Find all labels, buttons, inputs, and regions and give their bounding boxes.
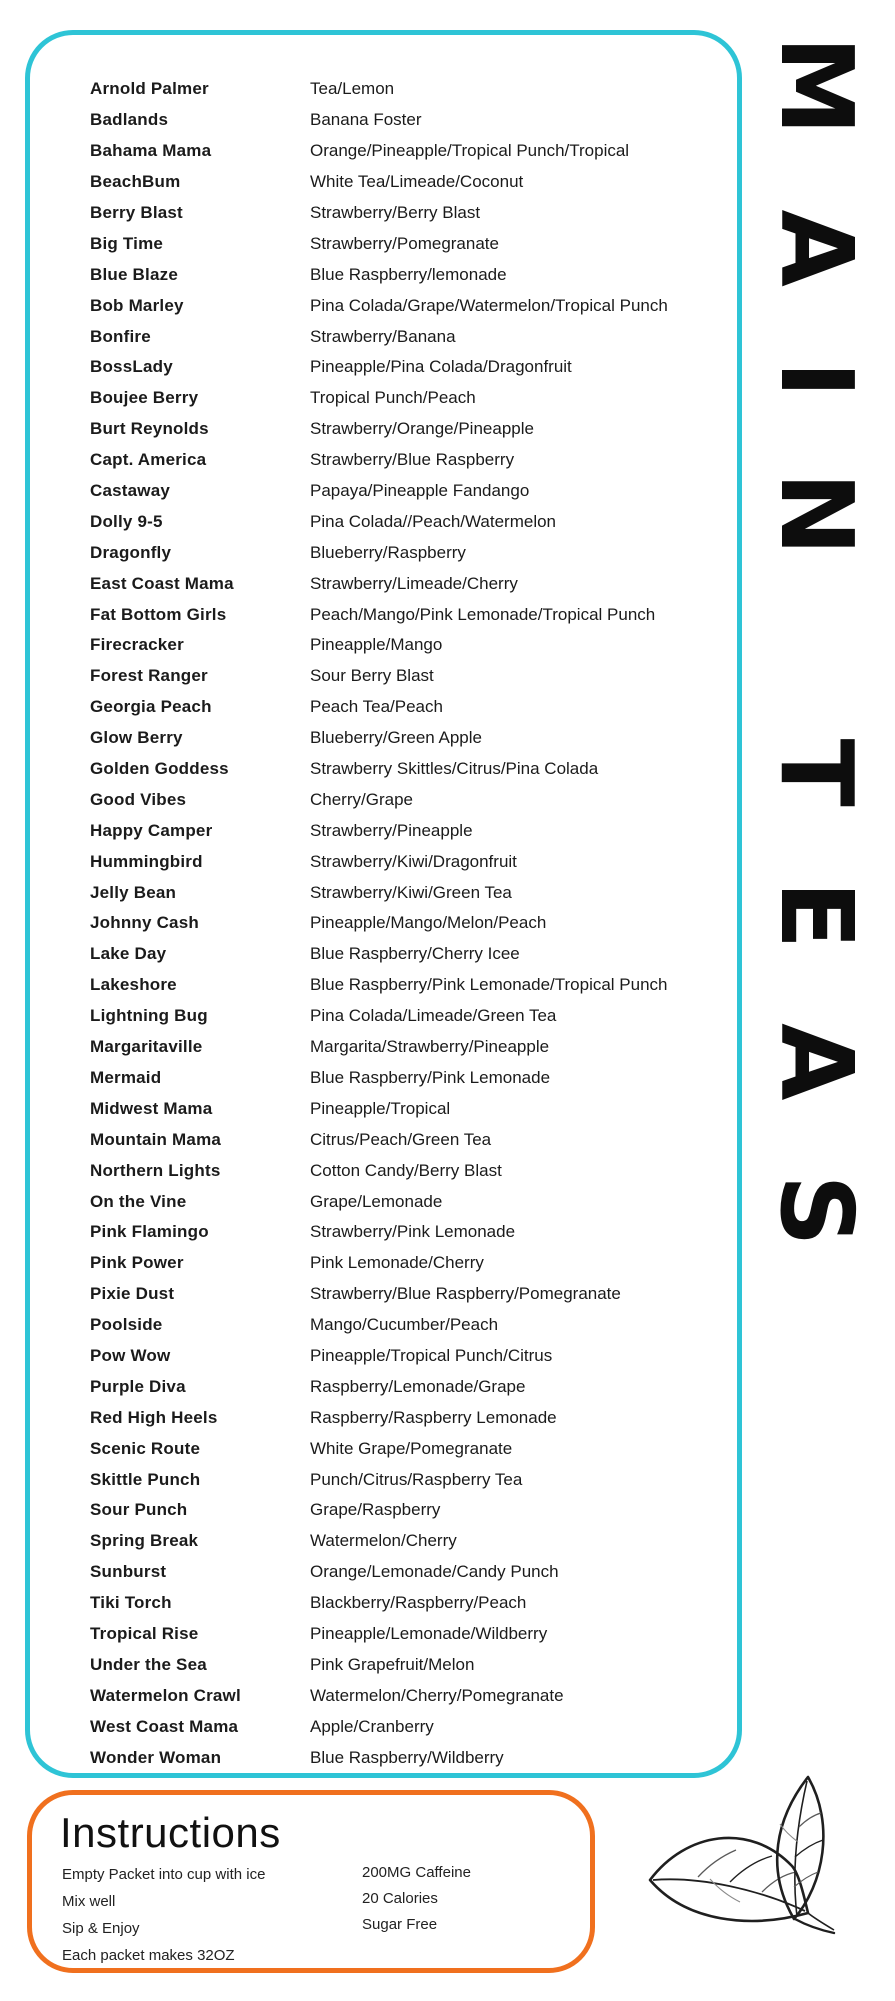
tea-flavors: Papaya/Pineapple Fandango: [310, 481, 530, 501]
tea-name: Good Vibes: [90, 789, 187, 809]
tea-flavors: Blueberry/Raspberry: [310, 542, 466, 562]
tea-row: [90, 414, 760, 445]
instruction-steps: [62, 1861, 265, 1969]
tea-row: [90, 908, 760, 939]
tea-flavors: Tropical Punch/Peach: [310, 388, 476, 408]
tea-flavors: Pineapple/Mango/Melon/Peach: [310, 913, 547, 933]
tea-flavors: Strawberry/Banana: [310, 326, 456, 346]
tea-row: [90, 290, 760, 321]
tea-name: Capt. America: [90, 450, 207, 470]
tea-row: [90, 1711, 760, 1742]
tea-name: Midwest Mama: [90, 1098, 213, 1118]
page-title: MAIN TEAS: [758, 36, 875, 1321]
tea-flavors: Strawberry/Limeade/Cherry: [310, 573, 518, 593]
tea-name: Golden Goddess: [90, 759, 229, 779]
tea-row: [90, 877, 760, 908]
tea-name: Burt Reynolds: [90, 419, 209, 439]
tea-row: [90, 1495, 760, 1526]
tea-row: [90, 754, 760, 785]
tea-flavors: Tea/Lemon: [310, 79, 395, 99]
tea-flavors: Strawberry/Blue Raspberry: [310, 450, 515, 470]
tea-flavors: Grape/Lemonade: [310, 1191, 443, 1211]
tea-name: BossLady: [90, 357, 173, 377]
tea-row: [90, 476, 760, 507]
tea-name: Badlands: [90, 110, 169, 130]
tea-flavors: Grape/Raspberry: [310, 1500, 441, 1520]
tea-name: West Coast Mama: [90, 1716, 239, 1736]
tea-row: [90, 1124, 760, 1155]
instructions-title: Instructions: [60, 1809, 281, 1856]
tea-row: [90, 1526, 760, 1557]
tea-row: [90, 1186, 760, 1217]
tea-name: Sunburst: [90, 1562, 167, 1582]
tea-name: Under the Sea: [90, 1654, 207, 1674]
tea-name: Dolly 9-5: [90, 511, 163, 531]
tea-name: East Coast Mama: [90, 573, 234, 593]
tea-row: [90, 259, 760, 290]
tea-flavors: Pink Lemonade/Cherry: [310, 1253, 484, 1273]
tea-row: [90, 105, 760, 136]
tea-name: Dragonfly: [90, 542, 172, 562]
tea-flavors: Blackberry/Raspberry/Peach: [310, 1593, 527, 1613]
nutrition-fact: 200MG Caffeine: [362, 1864, 471, 1881]
tea-name: Northern Lights: [90, 1160, 221, 1180]
tea-row: [90, 74, 760, 105]
tea-flavors: Blue Raspberry/Pink Lemonade/Tropical Punch: [310, 975, 668, 995]
tea-row: [90, 568, 760, 599]
tea-name: Happy Camper: [90, 820, 213, 840]
tea-flavors: Mango/Cucumber/Peach: [310, 1315, 499, 1335]
tea-row: [90, 661, 760, 692]
tea-name: Castaway: [90, 481, 171, 501]
tea-flavors: Strawberry/Berry Blast: [310, 203, 481, 222]
tea-row: [90, 1310, 760, 1341]
tea-row: [90, 815, 760, 846]
tea-row: [90, 1155, 760, 1186]
tea-name: Boujee Berry: [90, 388, 199, 408]
tea-leaves-icon: [638, 1772, 843, 1947]
tea-row: [90, 692, 760, 723]
tea-row: [90, 1433, 760, 1464]
tea-row: [90, 599, 760, 630]
tea-flavors: Strawberry/Kiwi/Green Tea: [310, 882, 512, 902]
instruction-step: Empty Packet into cup with ice: [62, 1866, 266, 1883]
tea-name: Pow Wow: [90, 1345, 171, 1365]
tea-row: [90, 1063, 760, 1094]
nutrition-fact: Sugar Free: [362, 1916, 438, 1933]
nutrition-facts: [362, 1860, 471, 1938]
tea-name: Watermelon Crawl: [90, 1685, 241, 1705]
tea-row: [90, 445, 760, 476]
tea-name: Tropical Rise: [90, 1623, 199, 1643]
tea-flavors: Strawberry/Pomegranate: [310, 233, 499, 253]
instructions-box: [27, 1790, 595, 1973]
tea-flavors: Strawberry/Blue Raspberry/Pomegranate: [310, 1284, 621, 1304]
tea-row: [90, 970, 760, 1001]
tea-row: [90, 1402, 760, 1433]
tea-row: [90, 321, 760, 352]
tea-flavors: Pineapple/Pina Colada/Dragonfruit: [310, 357, 572, 377]
tea-row: [90, 1341, 760, 1372]
tea-name: Blue Blaze: [90, 264, 178, 284]
tea-name: Berry Blast: [90, 203, 183, 222]
tea-flavors: Orange/Pineapple/Tropical Punch/Tropical: [310, 141, 630, 161]
tea-flavors: Watermelon/Cherry/Pomegranate: [310, 1685, 564, 1705]
tea-name: Mermaid: [90, 1067, 162, 1087]
tea-flavors: Punch/Citrus/Raspberry Tea: [310, 1469, 523, 1489]
tea-flavors: Cherry/Grape: [310, 789, 413, 809]
tea-row: [90, 1619, 760, 1650]
tea-flavors: Citrus/Peach/Green Tea: [310, 1129, 492, 1149]
tea-row: [90, 383, 760, 414]
tea-flavors: Cotton Candy/Berry Blast: [310, 1160, 502, 1180]
tea-row: [90, 630, 760, 661]
tea-flavors: Pina Colada/Grape/Watermelon/Tropical Punch: [310, 295, 668, 315]
tea-name: Lakeshore: [90, 975, 177, 995]
tea-name: Jelly Bean: [90, 882, 177, 902]
tea-name: Arnold Palmer: [90, 79, 209, 99]
tea-flavors: Pineapple/Lemonade/Wildberry: [310, 1623, 548, 1643]
tea-row: [90, 136, 760, 167]
tea-name: Georgia Peach: [90, 697, 212, 717]
tea-name: Spring Break: [90, 1531, 199, 1551]
tea-flavors: Strawberry Skittles/Citrus/Pina Colada: [310, 759, 599, 779]
nutrition-fact: 20 Calories: [362, 1890, 438, 1907]
tea-flavors: White Grape/Pomegranate: [310, 1438, 513, 1458]
tea-name: Big Time: [90, 233, 164, 253]
tea-name: Mountain Mama: [90, 1129, 222, 1149]
tea-row: [90, 784, 760, 815]
tea-flavors: Raspberry/Lemonade/Grape: [310, 1376, 526, 1396]
tea-name: Poolside: [90, 1315, 163, 1335]
tea-menu-box: [25, 30, 742, 1778]
tea-flavors: Banana Foster: [310, 110, 422, 130]
tea-flavors: Orange/Lemonade/Candy Punch: [310, 1562, 559, 1582]
tea-name: Tiki Torch: [90, 1593, 172, 1613]
tea-list: [90, 74, 760, 1773]
tea-name: Lightning Bug: [90, 1006, 208, 1026]
tea-row: [90, 1371, 760, 1402]
tea-name: On the Vine: [90, 1191, 187, 1211]
tea-flavors: Strawberry/Pineapple: [310, 820, 473, 840]
tea-flavors: Pineapple/Mango: [310, 635, 443, 655]
tea-flavors: Blue Raspberry/Wildberry: [310, 1747, 504, 1767]
tea-name: Red High Heels: [90, 1407, 218, 1427]
tea-row: [90, 198, 760, 229]
tea-name: BeachBum: [90, 172, 181, 192]
tea-name: Bob Marley: [90, 295, 184, 315]
tea-row: [90, 1649, 760, 1680]
tea-flavors: Raspberry/Raspberry Lemonade: [310, 1407, 557, 1427]
tea-row: [90, 846, 760, 877]
tea-row: [90, 1464, 760, 1495]
tea-flavors: Pineapple/Tropical: [310, 1098, 451, 1118]
tea-row: [90, 939, 760, 970]
tea-flavors: Peach Tea/Peach: [310, 697, 443, 717]
tea-row: [90, 1217, 760, 1248]
tea-name: Firecracker: [90, 635, 184, 655]
tea-flavors: Pineapple/Tropical Punch/Citrus: [310, 1345, 553, 1365]
instruction-step: Sip & Enjoy: [62, 1920, 140, 1937]
tea-name: Purple Diva: [90, 1376, 186, 1396]
tea-name: Johnny Cash: [90, 913, 199, 933]
tea-flavors: Blue Raspberry/lemonade: [310, 264, 507, 284]
tea-row: [90, 1279, 760, 1310]
tea-row: [90, 1680, 760, 1711]
tea-row: [90, 1001, 760, 1032]
tea-flavors: Strawberry/Orange/Pineapple: [310, 419, 534, 439]
tea-name: Forest Ranger: [90, 666, 208, 686]
tea-row: [90, 228, 760, 259]
instruction-step: Mix well: [62, 1893, 116, 1910]
tea-flavors: Watermelon/Cherry: [310, 1531, 457, 1551]
tea-flavors: Peach/Mango/Pink Lemonade/Tropical Punch: [310, 604, 656, 624]
tea-row: [90, 1248, 760, 1279]
tea-name: Fat Bottom Girls: [90, 604, 227, 624]
tea-flavors: Pink Grapefruit/Melon: [310, 1654, 475, 1674]
tea-row: [90, 1557, 760, 1588]
tea-flavors: Strawberry/Kiwi/Dragonfruit: [310, 851, 517, 871]
tea-name: Lake Day: [90, 944, 167, 964]
tea-flavors: Blueberry/Green Apple: [310, 728, 482, 748]
tea-flavors: Apple/Cranberry: [310, 1716, 434, 1736]
tea-flavors: Strawberry/Pink Lemonade: [310, 1222, 516, 1242]
tea-flavors: Pina Colada/Limeade/Green Tea: [310, 1006, 557, 1026]
tea-flavors: Blue Raspberry/Cherry Icee: [310, 944, 520, 964]
tea-row: [90, 723, 760, 754]
tea-row: [90, 506, 760, 537]
tea-name: Bonfire: [90, 326, 151, 346]
tea-row: [90, 352, 760, 383]
tea-flavors: Pina Colada//Peach/Watermelon: [310, 511, 557, 531]
tea-flavors: Sour Berry Blast: [310, 666, 434, 686]
tea-row: [90, 167, 760, 198]
tea-flavors: Margarita/Strawberry/Pineapple: [310, 1037, 550, 1057]
tea-name: Sour Punch: [90, 1500, 188, 1520]
tea-name: Skittle Punch: [90, 1469, 201, 1489]
tea-row: [90, 537, 760, 568]
tea-row: [90, 1742, 760, 1773]
tea-name: Pixie Dust: [90, 1284, 175, 1304]
tea-name: Pink Power: [90, 1253, 184, 1273]
tea-name: Glow Berry: [90, 728, 183, 748]
tea-row: [90, 1093, 760, 1124]
tea-name: Bahama Mama: [90, 141, 212, 161]
instruction-step: Each packet makes 32OZ: [62, 1947, 235, 1964]
tea-row: [90, 1588, 760, 1619]
tea-name: Pink Flamingo: [90, 1222, 209, 1242]
tea-flavors: Blue Raspberry/Pink Lemonade: [310, 1067, 551, 1087]
tea-name: Hummingbird: [90, 851, 203, 871]
tea-name: Wonder Woman: [90, 1747, 222, 1767]
tea-row: [90, 1032, 760, 1063]
tea-name: Margaritaville: [90, 1037, 203, 1057]
tea-name: Scenic Route: [90, 1438, 201, 1458]
tea-flavors: White Tea/Limeade/Coconut: [310, 172, 524, 192]
